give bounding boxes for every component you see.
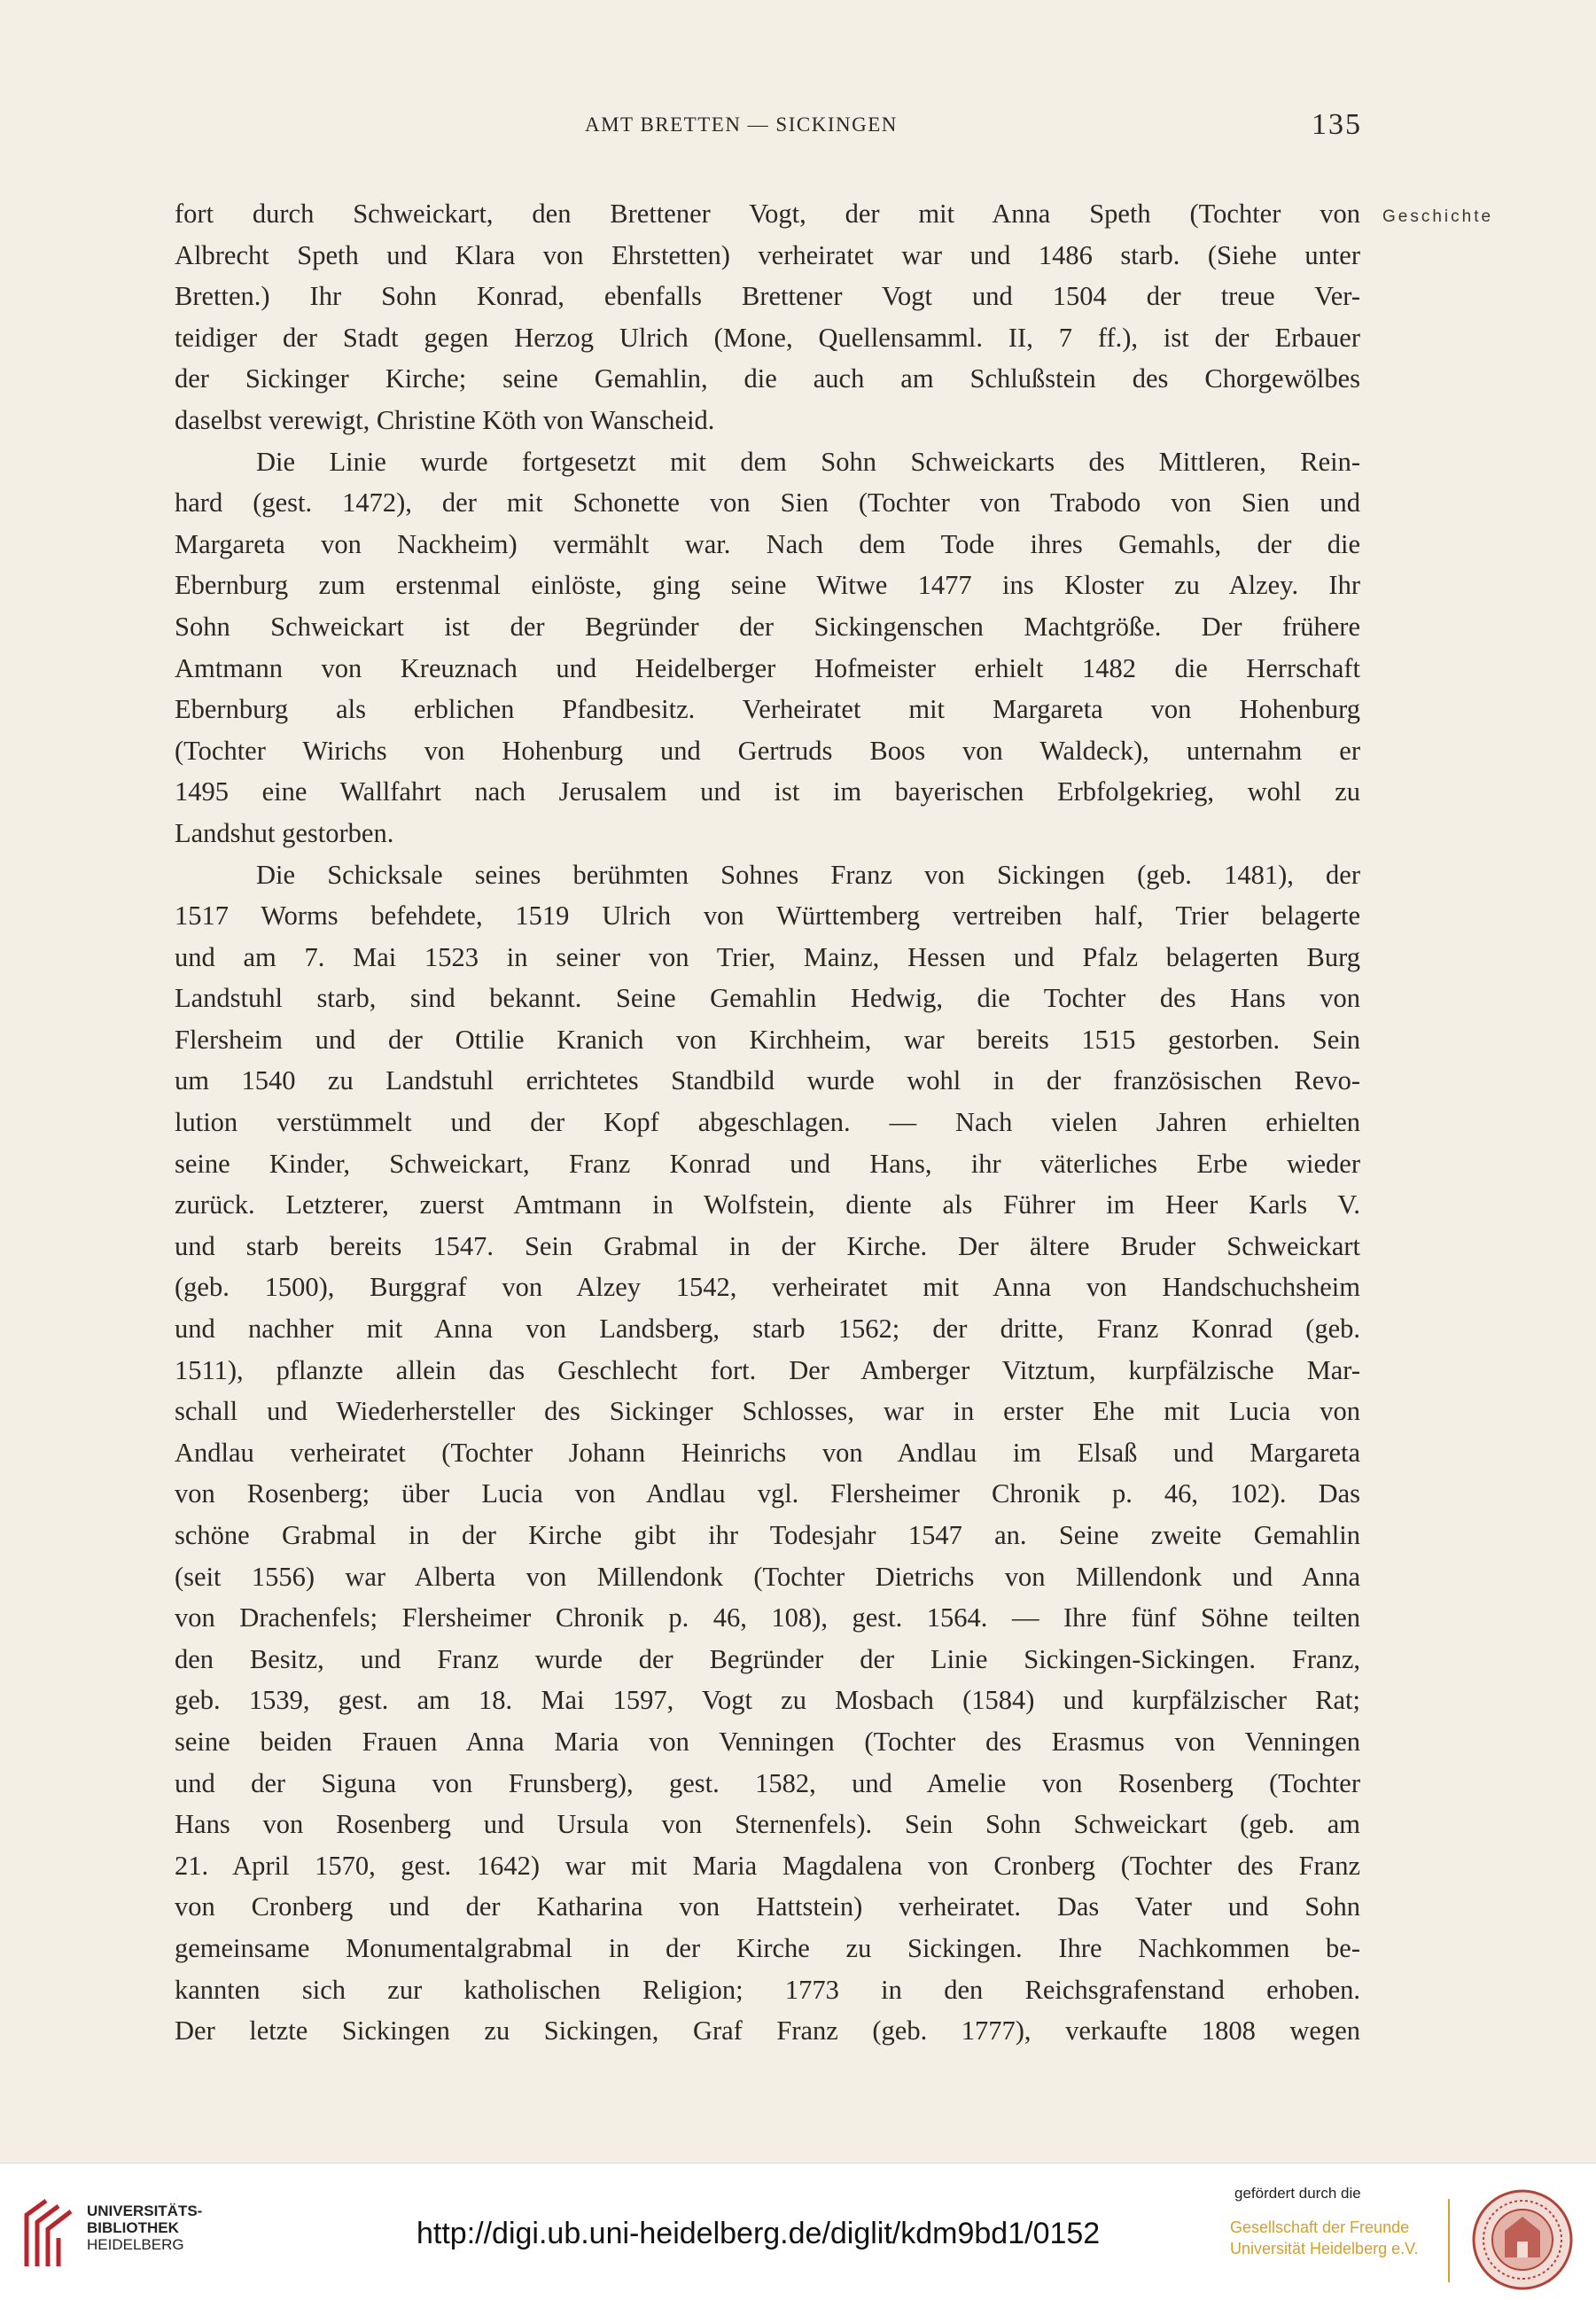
text-line: Der letzte Sickingen zu Sickingen, Graf Franz (geb. 1777), verkaufte 1808 wegen (175, 2015, 1360, 2047)
sponsor-label: gefördert durch die (1234, 2185, 1361, 2202)
text-line: Andlau verheiratet (Tochter Johann Heinrichs von Andlau im Elsaß und Margareta (175, 1437, 1360, 1468)
text-line: Margareta von Nackheim) vermählt war. Nach dem Tode ihres Gemahls, der die (175, 528, 1360, 559)
sponsor-name-line: Universität Heidelberg e.V. (1230, 2240, 1419, 2257)
text-line: und nachher mit Anna von Landsberg, starb 1562; der dritte, Franz Konrad (geb. (175, 1314, 1360, 1345)
text-line: der Sickinger Kirche; seine Gemahlin, die auch am Schlußstein des Chorgewölbes (175, 363, 1360, 394)
text-line: Albrecht Speth und Klara von Ehrstetten) verheiratet war und 1486 starb. (Siehe unter (175, 239, 1360, 270)
text-line: 1495 eine Wallfahrt nach Jerusalem und ist im bayerischen Erbfolgekrieg, wohl zu (175, 776, 1360, 807)
text-line: Ebernburg zum erstenmal einlöste, ging seine Witwe 1477 ins Kloster zu Alzey. Ihr (175, 570, 1360, 601)
text-line: 1511), pflanzte allein das Geschlecht fort. Der Amberger Vitztum, kurpfälzische Mar- (175, 1354, 1360, 1385)
text-line: von Cronberg und der Katharina von Hattstein) verheiratet. Das Vater und Sohn (175, 1891, 1360, 1922)
footer-bar (0, 2163, 1596, 2300)
library-logo-icon (19, 2195, 82, 2270)
text-line: Die Schicksale seines berühmten Sohnes Franz von Sickingen (geb. 1481), der (256, 859, 1360, 890)
text-line: 1517 Worms befehdete, 1519 Ulrich von Württemberg vertreiben half, Trier belagerte (175, 901, 1360, 932)
text-line: geb. 1539, gest. am 18. Mai 1597, Vogt zu Mosbach (1584) und kurpfälzischer Rat; (175, 1685, 1360, 1716)
text-line: Ebernburg als erblichen Pfandbesitz. Verheiratet mit Margareta von Hohenburg (175, 694, 1360, 725)
text-line: Landstuhl starb, sind bekannt. Seine Gemahlin Hedwig, die Tochter des Hans von (175, 983, 1360, 1014)
text-line: Flersheim und der Ottilie Kranich von Kirchheim, war bereits 1515 gestorben. Sein (175, 1024, 1360, 1055)
text-line: Bretten.) Ihr Sohn Konrad, ebenfalls Brettener Vogt und 1504 der treue Ver- (175, 281, 1360, 312)
library-name-line: HEIDELBERG (87, 2236, 184, 2253)
library-name-line: UNIVERSITÄTS- (87, 2203, 203, 2219)
digital-copy-url[interactable]: http://digi.ub.uni-heidelberg.de/diglit/kdm9bd1/0152 (417, 2217, 1101, 2250)
text-line: zurück. Letzterer, zuerst Amtmann in Wolfstein, diente als Führer im Heer Karls V. (175, 1189, 1360, 1220)
text-line: gemeinsame Monumentalgrabmal in der Kirche zu Sickingen. Ihre Nachkommen be- (175, 1932, 1360, 1963)
page-header (0, 108, 1596, 149)
text-line: schall und Wiederhersteller des Sickinger Schlosses, war in erster Ehe mit Lucia von (175, 1396, 1360, 1427)
text-line: Hans von Rosenberg und Ursula von Sternenfels). Sein Sohn Schweickart (geb. am (175, 1809, 1360, 1840)
text-line: und der Siguna von Frunsberg), gest. 1582, und Amelie von Rosenberg (Tochter (175, 1767, 1360, 1798)
text-line: von Rosenberg; über Lucia von Andlau vgl. Flersheimer Chronik p. 46, 102). Das (175, 1478, 1360, 1509)
text-line: (Tochter Wirichs von Hohenburg und Gertruds Boos von Waldeck), unternahm er (175, 735, 1360, 766)
text-line: lution verstümmelt und der Kopf abgeschlagen. — Nach vielen Jahren erhielten (175, 1107, 1360, 1138)
sponsor-name (1230, 2217, 1418, 2259)
page-number: 135 (1312, 108, 1362, 141)
sponsor-divider (1448, 2199, 1450, 2282)
text-line: Landshut gestorben. (175, 817, 394, 848)
text-line: seine beiden Frauen Anna Maria von Venningen (Tochter des Erasmus von Venningen (175, 1726, 1360, 1757)
text-line: Die Linie wurde fortgesetzt mit dem Sohn Schweickarts des Mittleren, Rein- (256, 446, 1360, 477)
text-line: (geb. 1500), Burggraf von Alzey 1542, verheiratet mit Anna von Handschuchsheim (175, 1272, 1360, 1303)
text-line: und starb bereits 1547. Sein Grabmal in der Kirche. Der ältere Bruder Schweickart (175, 1230, 1360, 1261)
margin-note: Geschichte (1382, 207, 1494, 226)
text-line: hard (gest. 1472), der mit Schonette von Sien (Tochter von Trabodo von Sien und (175, 487, 1360, 518)
text-line: von Drachenfels; Flersheimer Chronik p. 46, 108), gest. 1564. — Ihre fünf Söhne teilten (175, 1602, 1360, 1633)
text-line: den Besitz, und Franz wurde der Begründer der Linie Sickingen-Sickingen. Franz, (175, 1643, 1360, 1674)
text-line: fort durch Schweickart, den Brettener Vogt, der mit Anna Speth (Tochter von (175, 199, 1360, 229)
text-line: um 1540 zu Landstuhl errichtetes Standbild wurde wohl in der französischen Revo- (175, 1065, 1360, 1096)
text-line: schöne Grabmal in der Kirche gibt ihr Todesjahr 1547 an. Seine zweite Gemahlin (175, 1520, 1360, 1550)
text-line: Amtmann von Kreuznach und Heidelberger Hofmeister erhielt 1482 die Herrschaft (175, 652, 1360, 683)
text-line: Sohn Schweickart ist der Begründer der Sickingenschen Machtgröße. Der frühere (175, 611, 1360, 642)
library-name-line: BIBLIOTHEK (87, 2219, 179, 2236)
text-line: (seit 1556) war Alberta von Millendonk (Tochter Dietrichs von Millendonk und Anna (175, 1561, 1360, 1592)
university-seal-icon (1471, 2188, 1574, 2291)
sponsor-name-line: Gesellschaft der Freunde (1230, 2218, 1410, 2236)
text-line: 21. April 1570, gest. 1642) war mit Maria Magdalena von Cronberg (Tochter des Franz (175, 1850, 1360, 1881)
text-line: teidiger der Stadt gegen Herzog Ulrich (Mone, Quellensamml. II, 7 ff.), ist der Erbauer (175, 322, 1360, 353)
body-text (175, 193, 1360, 2052)
text-line: seine Kinder, Schweickart, Franz Konrad und Hans, ihr väterliches Erbe wieder (175, 1148, 1360, 1179)
text-line: und am 7. Mai 1523 in seiner von Trier, Mainz, Hessen und Pfalz belagerten Burg (175, 941, 1360, 972)
running-head: AMT BRETTEN — SICKINGEN (585, 113, 898, 136)
text-line: daselbst verewigt, Christine Köth von Wanscheid. (175, 404, 715, 435)
text-line: kannten sich zur katholischen Religion; 1773 in den Reichsgrafenstand erhoben. (175, 1974, 1360, 2005)
library-name (87, 2203, 202, 2253)
